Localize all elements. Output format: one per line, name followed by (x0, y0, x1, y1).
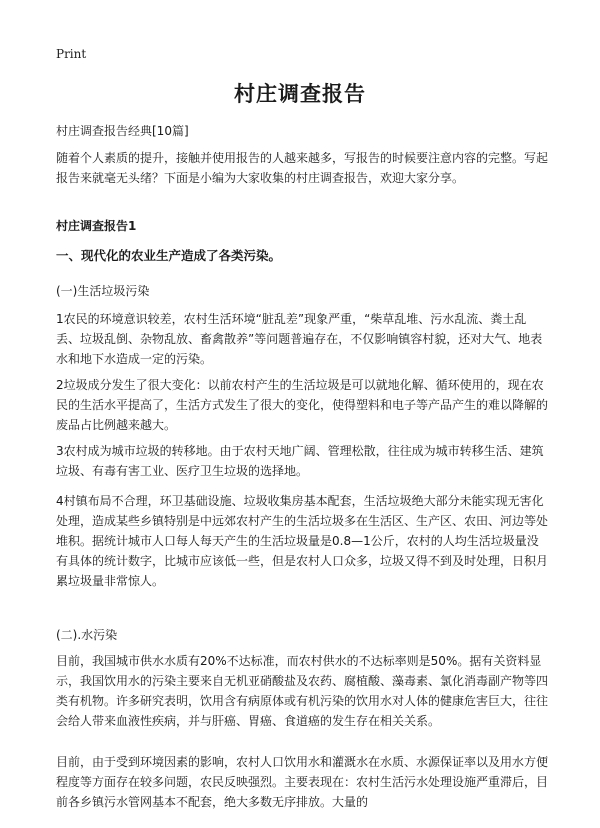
subheading-garbage: (一)生活垃圾污染 (56, 284, 150, 298)
subheading-water: (二).水污染 (56, 628, 118, 642)
page-title: 村庄调查报告 (234, 82, 366, 106)
intro-paragraph: 随着个人素质的提升，接触并使用报告的人越来越多，写报告的时候要注意内容的完整。写起报告来就毫无头绪？下面是小编为大家收集的村庄调查报告，欢迎大家分享。 (56, 151, 549, 185)
doc-subtitle: 村庄调查报告经典[10篇] (56, 124, 189, 138)
section-heading: 一、现代化的农业生产造成了各类污染。 (56, 248, 282, 263)
print-link[interactable]: Print (56, 47, 87, 61)
paragraph-3: 3农村成为城市垃圾的转移地。由于农村天地广阔、管理松散，往往成为城市转移生活、建筑垃圾、有毒有害工业、医疗卫生垃圾的选择地。 (56, 444, 544, 478)
paragraph-2: 2垃圾成分发生了很大变化：以前农村产生的生活垃圾是可以就地化解、循环使用的，现在农民的生活水平提高了，生活方式发生了很大的变化，使得塑料和电子等产品产生的难以降解的废品占比例越来越大。 (56, 378, 549, 432)
paragraph-6: 目前，由于受到环境因素的影响，农村人口饮用水和灌溉水在水质、水源保证率以及用水方便程度等方面存在较多问题，农民反映强烈。主要表现在：农村生活污水处理设施严重滞后，目前各乡镇污水管网基本不配套，绝大多数无序排放。大量的 (56, 755, 549, 809)
paragraph-1: 1农民的环境意识较差，农村生活环境“脏乱差”现象严重，“柴草乱堆、污水乱流、粪土乱丢、垃圾乱倒、杂物乱放、畜禽散养”等问题普遍存在，不仅影响镇容村貌，还对大气、地表水和地下水造成一定的污染。 (56, 312, 543, 366)
paragraph-5: 目前，我国城市供水水质有20%不达标准，而农村供水的不达标率则是50%。据有关资料显示，我国饮用水的污染主要来自无机亚硝酸盐及农药、腐植酸、藻毒素、氯化消毒副产物等四类有机物。许多研究表明，饮用含有病原体或有机污染的饮用水对人体的健康危害巨大，往往会给人带来血液性疾病，并与肝癌、胃癌、食道癌的发生存在相关关系。 (56, 654, 549, 728)
report-heading: 村庄调查报告1 (56, 219, 137, 233)
paragraph-4: 4村镇布局不合理，环卫基础设施、垃圾收集房基本配套，生活垃圾绝大部分未能实现无害化处理，造成某些乡镇特别是中远郊农村产生的生活垃圾多在生活区、生产区、农田、河边等处堆积。据统计城市人口每人每天产生的生活垃圾量是0.8—1公斤，农村的人均生活垃圾量没有具体的统计数字，比城市应该低一些，但是农村人口众多，垃圾又得不到及时处理，日积月累垃圾量非常惊人。 (56, 494, 549, 588)
